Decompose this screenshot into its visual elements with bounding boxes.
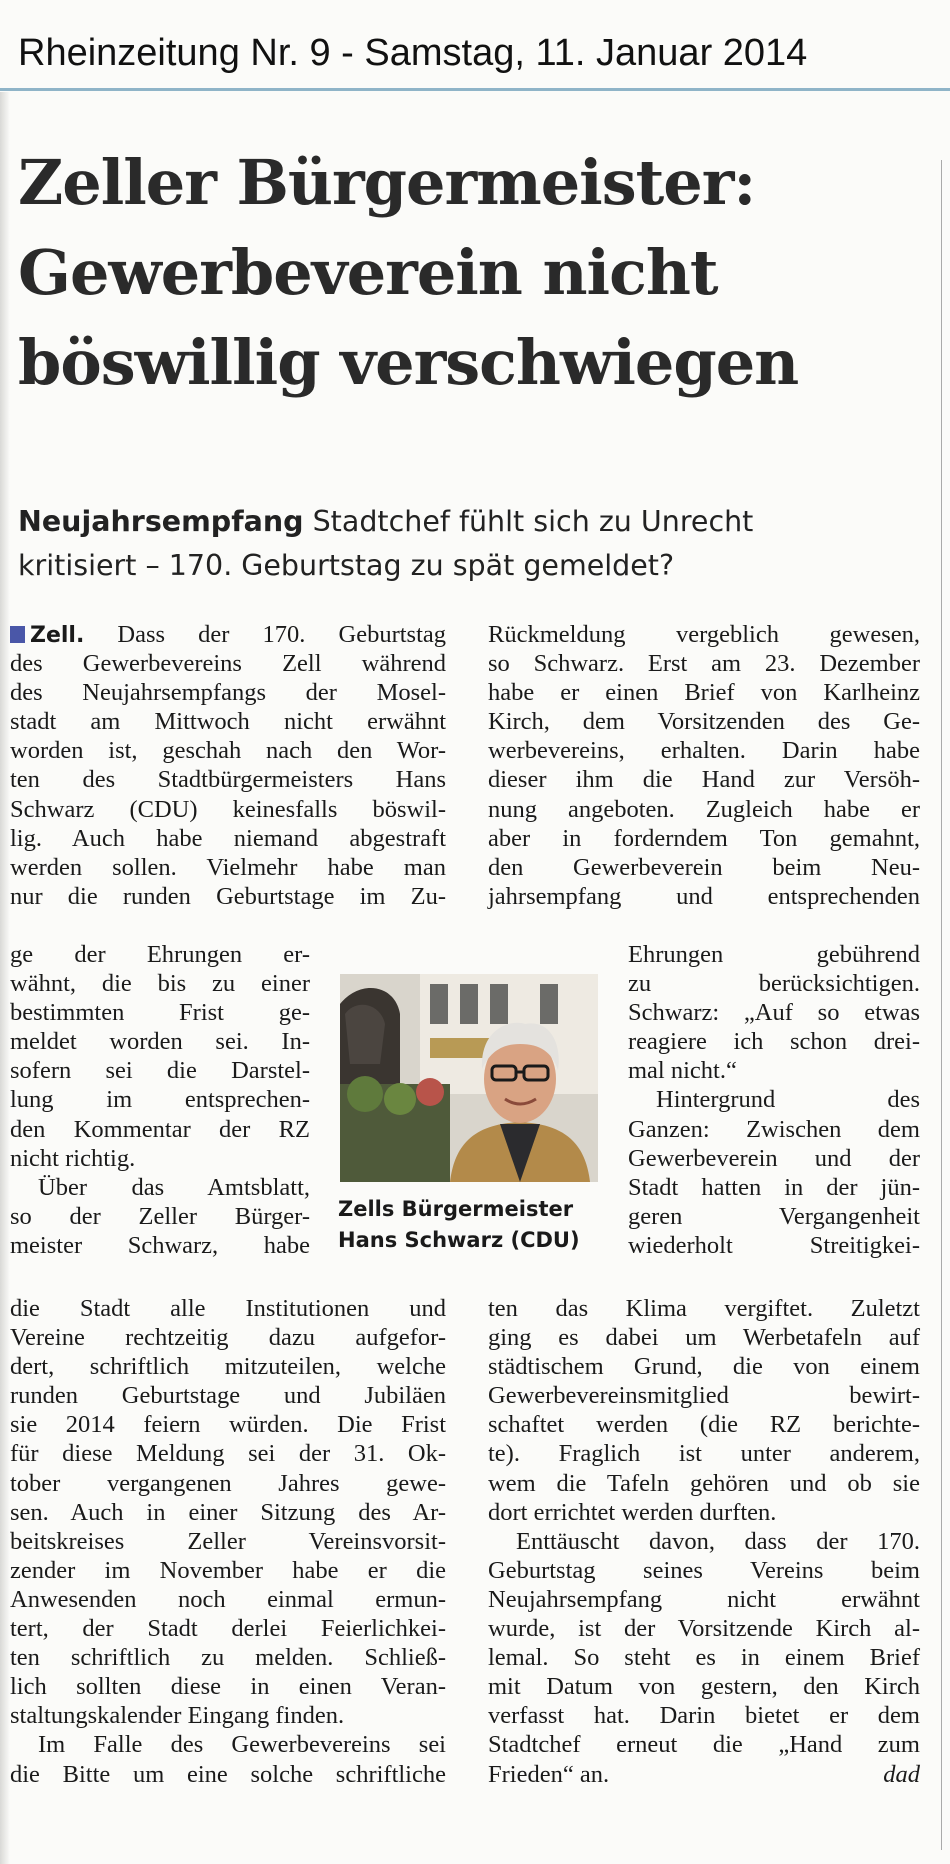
article-line: Zell. Dass der 170. Geburtstag: [10, 620, 446, 649]
article-line: nung angeboten. Zugleich habe er: [488, 795, 920, 823]
article-line: Gewerbeverein und der: [628, 1144, 920, 1172]
article-line: meister Schwarz, habe: [10, 1231, 310, 1259]
article-line: lung im entsprechen-: [10, 1086, 310, 1114]
article-line: tober vergangenen Jahres gewe-: [10, 1469, 446, 1497]
article-line: Schwarz: „Auf so etwas: [628, 999, 920, 1027]
masthead-rule: [0, 88, 950, 91]
article-line: lemal. So steht es in einem Brief: [488, 1644, 920, 1672]
article-paragraph: [488, 620, 920, 911]
article-line: reagiere ich schon drei-: [628, 1028, 920, 1056]
article-line: worden ist, geschah nach den Wor-: [10, 737, 446, 765]
article-paragraph: [10, 1294, 446, 1789]
article-line: Schwarz (CDU) keinesfalls böswil-: [10, 795, 446, 823]
scan-edge-shadow: [0, 92, 10, 1864]
masthead: Rheinzeitung Nr. 9 - Samstag, 11. Januar 2014: [18, 32, 808, 74]
article-line: mit Datum von gestern, den Kirch: [488, 1673, 920, 1701]
article-line: staltungskalender Eingang finden.: [10, 1702, 345, 1730]
article-paragraph: [628, 940, 920, 1260]
article-line: Über das Amtsblatt,: [38, 1173, 310, 1201]
article-line: die Bitte um eine solche schriftliche: [10, 1760, 446, 1788]
article-line: meldet worden sei. In-: [10, 1028, 310, 1056]
article-line: zender im November habe er die: [10, 1556, 446, 1584]
article-line: Neujahrsempfang nicht erwähnt: [488, 1585, 920, 1613]
article-line: runden Geburtstage und Jubiläen: [10, 1382, 446, 1410]
headline-line: Zeller Bürgermeister:: [18, 146, 756, 219]
article-line: so Schwarz. Erst am 23. Dezember: [488, 650, 920, 678]
photo-caption-line: Zells Bürgermeister: [338, 1197, 574, 1221]
mayor-photo-image: [340, 974, 598, 1182]
article-line: zu berücksichtigen.: [628, 970, 920, 998]
article-line: Anwesenden noch einmal ermun-: [10, 1585, 446, 1613]
article-line: Stadt hatten in der jün-: [628, 1173, 920, 1201]
article-line: Hintergrund des: [656, 1086, 920, 1114]
article-line: mal nicht.“: [628, 1057, 737, 1085]
subheadline: [18, 500, 938, 588]
headline: [18, 138, 938, 408]
article-line: te). Fraglich ist unter anderem,: [488, 1440, 920, 1468]
dateline: Zell.: [30, 623, 85, 648]
article-line: Geburtstag seines Vereins beim: [488, 1556, 920, 1584]
mayor-photo: [340, 974, 598, 1182]
article-column-1-narrow: [10, 940, 310, 1260]
article-line: Ganzen: Zwischen dem: [628, 1115, 920, 1143]
article-line: bestimmten Frist ge-: [10, 999, 310, 1027]
photo-caption-line: Hans Schwarz (CDU): [338, 1228, 580, 1252]
article-line: tert, der Stadt derlei Feierlichkei-: [10, 1615, 446, 1643]
headline-line: Gewerbeverein nicht: [18, 236, 718, 309]
article-line: werden sollen. Vielmehr habe man: [10, 853, 446, 881]
photo-caption: [338, 1194, 608, 1256]
dateline-marker-icon: [10, 626, 25, 643]
article-line: Im Falle des Gewerbevereins sei: [38, 1731, 446, 1759]
article-line: schaftet werden (die RZ berichte-: [488, 1411, 920, 1439]
article-line: lich sollten diese in einen Veran-: [10, 1673, 446, 1701]
article-line: so der Zeller Bürger-: [10, 1202, 310, 1230]
article-line: sofern sei die Darstel-: [10, 1057, 310, 1085]
article-paragraph: [488, 1294, 920, 1760]
article-line: lig. Auch habe niemand abgestraft: [10, 824, 446, 852]
article-line: ge der Ehrungen er-: [10, 941, 310, 968]
subheadline-text: Stadtchef fühlt sich zu Unrecht: [303, 505, 754, 538]
article-line: Rückmeldung vergeblich gewesen,: [488, 621, 920, 648]
article-column-2-narrow: [628, 940, 920, 1260]
article-line: wiederholt Streitigkei-: [628, 1231, 920, 1259]
article-line: jahrsempfang und entsprechenden: [488, 882, 920, 910]
column-rule: [941, 160, 942, 1850]
article-line: wähnt, die bis zu einer: [10, 970, 310, 998]
article-line: ging es dabei um Werbetafeln auf: [488, 1324, 920, 1352]
article-line: dieser ihm die Hand zur Versöh-: [488, 766, 920, 794]
article-line: Stadtchef erneut die „Hand zum: [488, 1731, 920, 1759]
article-line: den Kommentar der RZ: [10, 1115, 310, 1143]
article-column-2: [488, 620, 920, 911]
article-line: Gewerbevereinsmitglied bewirt-: [488, 1382, 920, 1410]
headline-line: böswillig verschwiegen: [18, 326, 799, 399]
article-line: geren Vergangenheit: [628, 1202, 920, 1230]
article-paragraph: [10, 940, 310, 1260]
article-line: stadt am Mittwoch nicht erwähnt: [10, 708, 446, 736]
article-line: des Neujahrsempfangs der Mosel-: [10, 679, 446, 707]
article-column-2-lower: [488, 1294, 920, 1789]
article-line: nicht richtig.: [10, 1144, 136, 1172]
article-line: beitskreises Zeller Vereinsvorsit-: [10, 1527, 446, 1555]
article-line: werbevereins, erhalten. Darin habe: [488, 737, 920, 765]
article-line: habe er einen Brief von Karlheinz: [488, 679, 920, 707]
article-line: sen. Auch in einer Sitzung des Ar-: [10, 1498, 446, 1526]
article-line: aber in forderndem Ton gemahnt,: [488, 824, 920, 852]
article-line: ten schriftlich zu melden. Schließ-: [10, 1644, 446, 1672]
article-line: wurde, ist der Vorsitzende Kirch al-: [488, 1615, 920, 1643]
article-line: Vereine rechtzeitig dazu aufgefor-: [10, 1324, 446, 1352]
subheadline-text: kritisiert – 170. Geburtstag zu spät gemeldet?: [18, 549, 675, 582]
author-signature: dad: [883, 1760, 920, 1788]
article-line: ten des Stadtbürgermeisters Hans: [10, 766, 446, 794]
article-line: ten das Klima vergiftet. Zuletzt: [488, 1295, 920, 1322]
article-line: Enttäuscht davon, dass der 170.: [516, 1527, 920, 1555]
article-paragraph: [10, 649, 446, 911]
article-column-1: [10, 620, 446, 911]
article-line: verfasst hat. Darin bietet er dem: [488, 1702, 920, 1730]
article-line: die Stadt alle Institutionen und: [10, 1295, 446, 1322]
article-line: für diese Meldung sei der 31. Ok-: [10, 1440, 446, 1468]
article-line: dert, schriftlich mitzuteilen, welche: [10, 1353, 446, 1381]
article-line: Kirch, dem Vorsitzenden des Ge-: [488, 708, 920, 736]
article-line: Ehrungen gebührend: [628, 941, 920, 968]
article-line: städtischem Grund, die von einem: [488, 1353, 920, 1381]
article-line: wem die Tafeln gehören und ob sie: [488, 1469, 920, 1497]
article-column-1-lower: [10, 1294, 446, 1789]
article-line: nur die runden Geburtstage im Zu-: [10, 882, 446, 910]
article-line: sie 2014 feiern würden. Die Frist: [10, 1411, 446, 1439]
article-line: dort errichtet werden durften.: [488, 1498, 777, 1526]
article-line: den Gewerbeverein beim Neu-: [488, 853, 920, 881]
subheadline-kicker: Neujahrsempfang: [18, 505, 304, 538]
article-line: des Gewerbevereins Zell während: [10, 650, 446, 678]
article-line: Frieden“ an. dad: [488, 1760, 920, 1788]
